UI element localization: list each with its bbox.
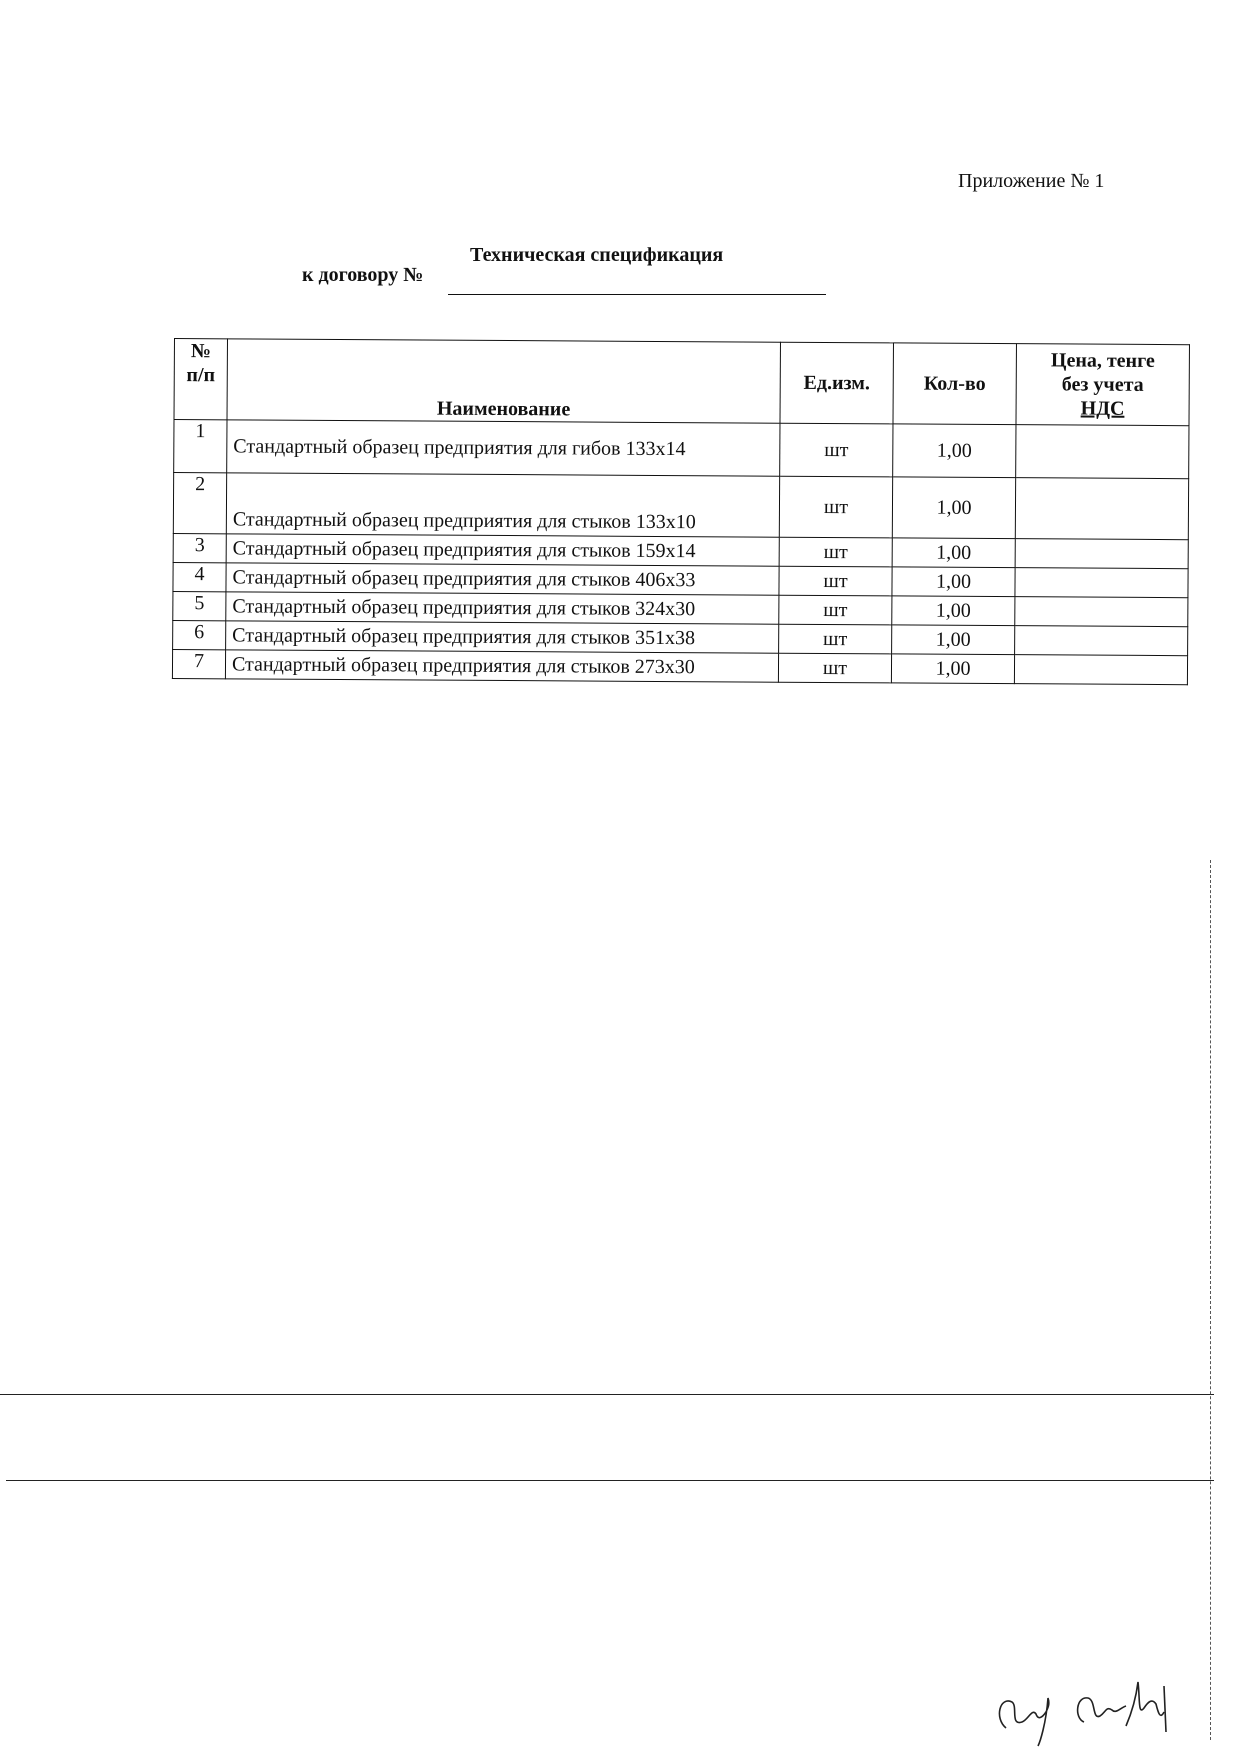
- row-price: [1015, 597, 1188, 627]
- row-unit: шт: [780, 423, 893, 477]
- column-header-price-line2: без учета: [1061, 373, 1144, 396]
- row-unit: шт: [779, 624, 892, 654]
- column-header-num-line1: №: [190, 340, 212, 363]
- row-name: Стандартный образец предприятия для стыков 273х30: [225, 650, 778, 682]
- scan-rule-upper: [0, 1394, 1214, 1395]
- row-price: [1014, 655, 1187, 685]
- row-unit: шт: [779, 537, 892, 567]
- row-qty: 1,00: [892, 596, 1015, 626]
- table-row: [172, 649, 1187, 684]
- row-price: [1016, 425, 1189, 479]
- column-header-price-line3: НДС: [1080, 397, 1125, 420]
- column-header-price: [1016, 344, 1189, 426]
- row-num: 5: [173, 591, 226, 620]
- row-num: 4: [173, 562, 226, 591]
- row-name: Стандартный образец предприятия для стыков 351х38: [226, 621, 779, 653]
- row-num: 1: [174, 420, 227, 473]
- row-name: Стандартный образец предприятия для стыков 406х33: [226, 563, 779, 595]
- row-unit: шт: [779, 476, 892, 538]
- document-title: Техническая спецификация: [470, 244, 724, 266]
- row-qty: 1,00: [892, 625, 1015, 655]
- row-qty: 1,00: [892, 567, 1015, 597]
- row-name: Стандартный образец предприятия для стыков 324х30: [226, 592, 779, 624]
- column-header-unit: Ед.изм.: [780, 342, 893, 424]
- row-price: [1015, 626, 1188, 656]
- row-qty: 1,00: [893, 424, 1016, 478]
- specification-table: [172, 338, 1190, 685]
- row-unit: шт: [779, 566, 892, 596]
- contract-label: к договору №: [302, 264, 424, 286]
- row-name: Стандартный образец предприятия для гибов 133х14: [227, 420, 780, 476]
- row-num: 6: [173, 620, 226, 649]
- column-header-num: [174, 339, 227, 420]
- scan-edge-line: [1210, 860, 1211, 1740]
- row-price: [1015, 568, 1188, 598]
- row-num: 7: [172, 649, 225, 678]
- table-row: [173, 473, 1188, 540]
- row-num: 3: [173, 533, 226, 562]
- annex-label: Приложение № 1: [958, 170, 1105, 192]
- table-row: [174, 420, 1189, 479]
- row-unit: шт: [778, 653, 891, 683]
- contract-number-blank: [448, 294, 826, 295]
- row-name: Стандартный образец предприятия для стыков 159х14: [226, 534, 779, 566]
- scan-rule-lower: [6, 1480, 1214, 1481]
- row-price: [1015, 539, 1188, 569]
- column-header-name: Наименование: [227, 339, 780, 423]
- signature: [988, 1668, 1188, 1748]
- row-qty: 1,00: [891, 654, 1014, 684]
- row-num: 2: [173, 473, 226, 534]
- row-price: [1015, 478, 1188, 540]
- row-qty: 1,00: [892, 477, 1015, 539]
- row-qty: 1,00: [892, 538, 1015, 568]
- column-header-price-line1: Цена, тенге: [1050, 349, 1155, 372]
- table-header-row: [174, 339, 1189, 426]
- column-header-num-line2: п/п: [186, 364, 216, 387]
- row-name: Стандартный образец предприятия для стыков 133х10: [226, 473, 779, 537]
- column-header-qty: Кол-во: [893, 343, 1016, 425]
- row-unit: шт: [779, 595, 892, 625]
